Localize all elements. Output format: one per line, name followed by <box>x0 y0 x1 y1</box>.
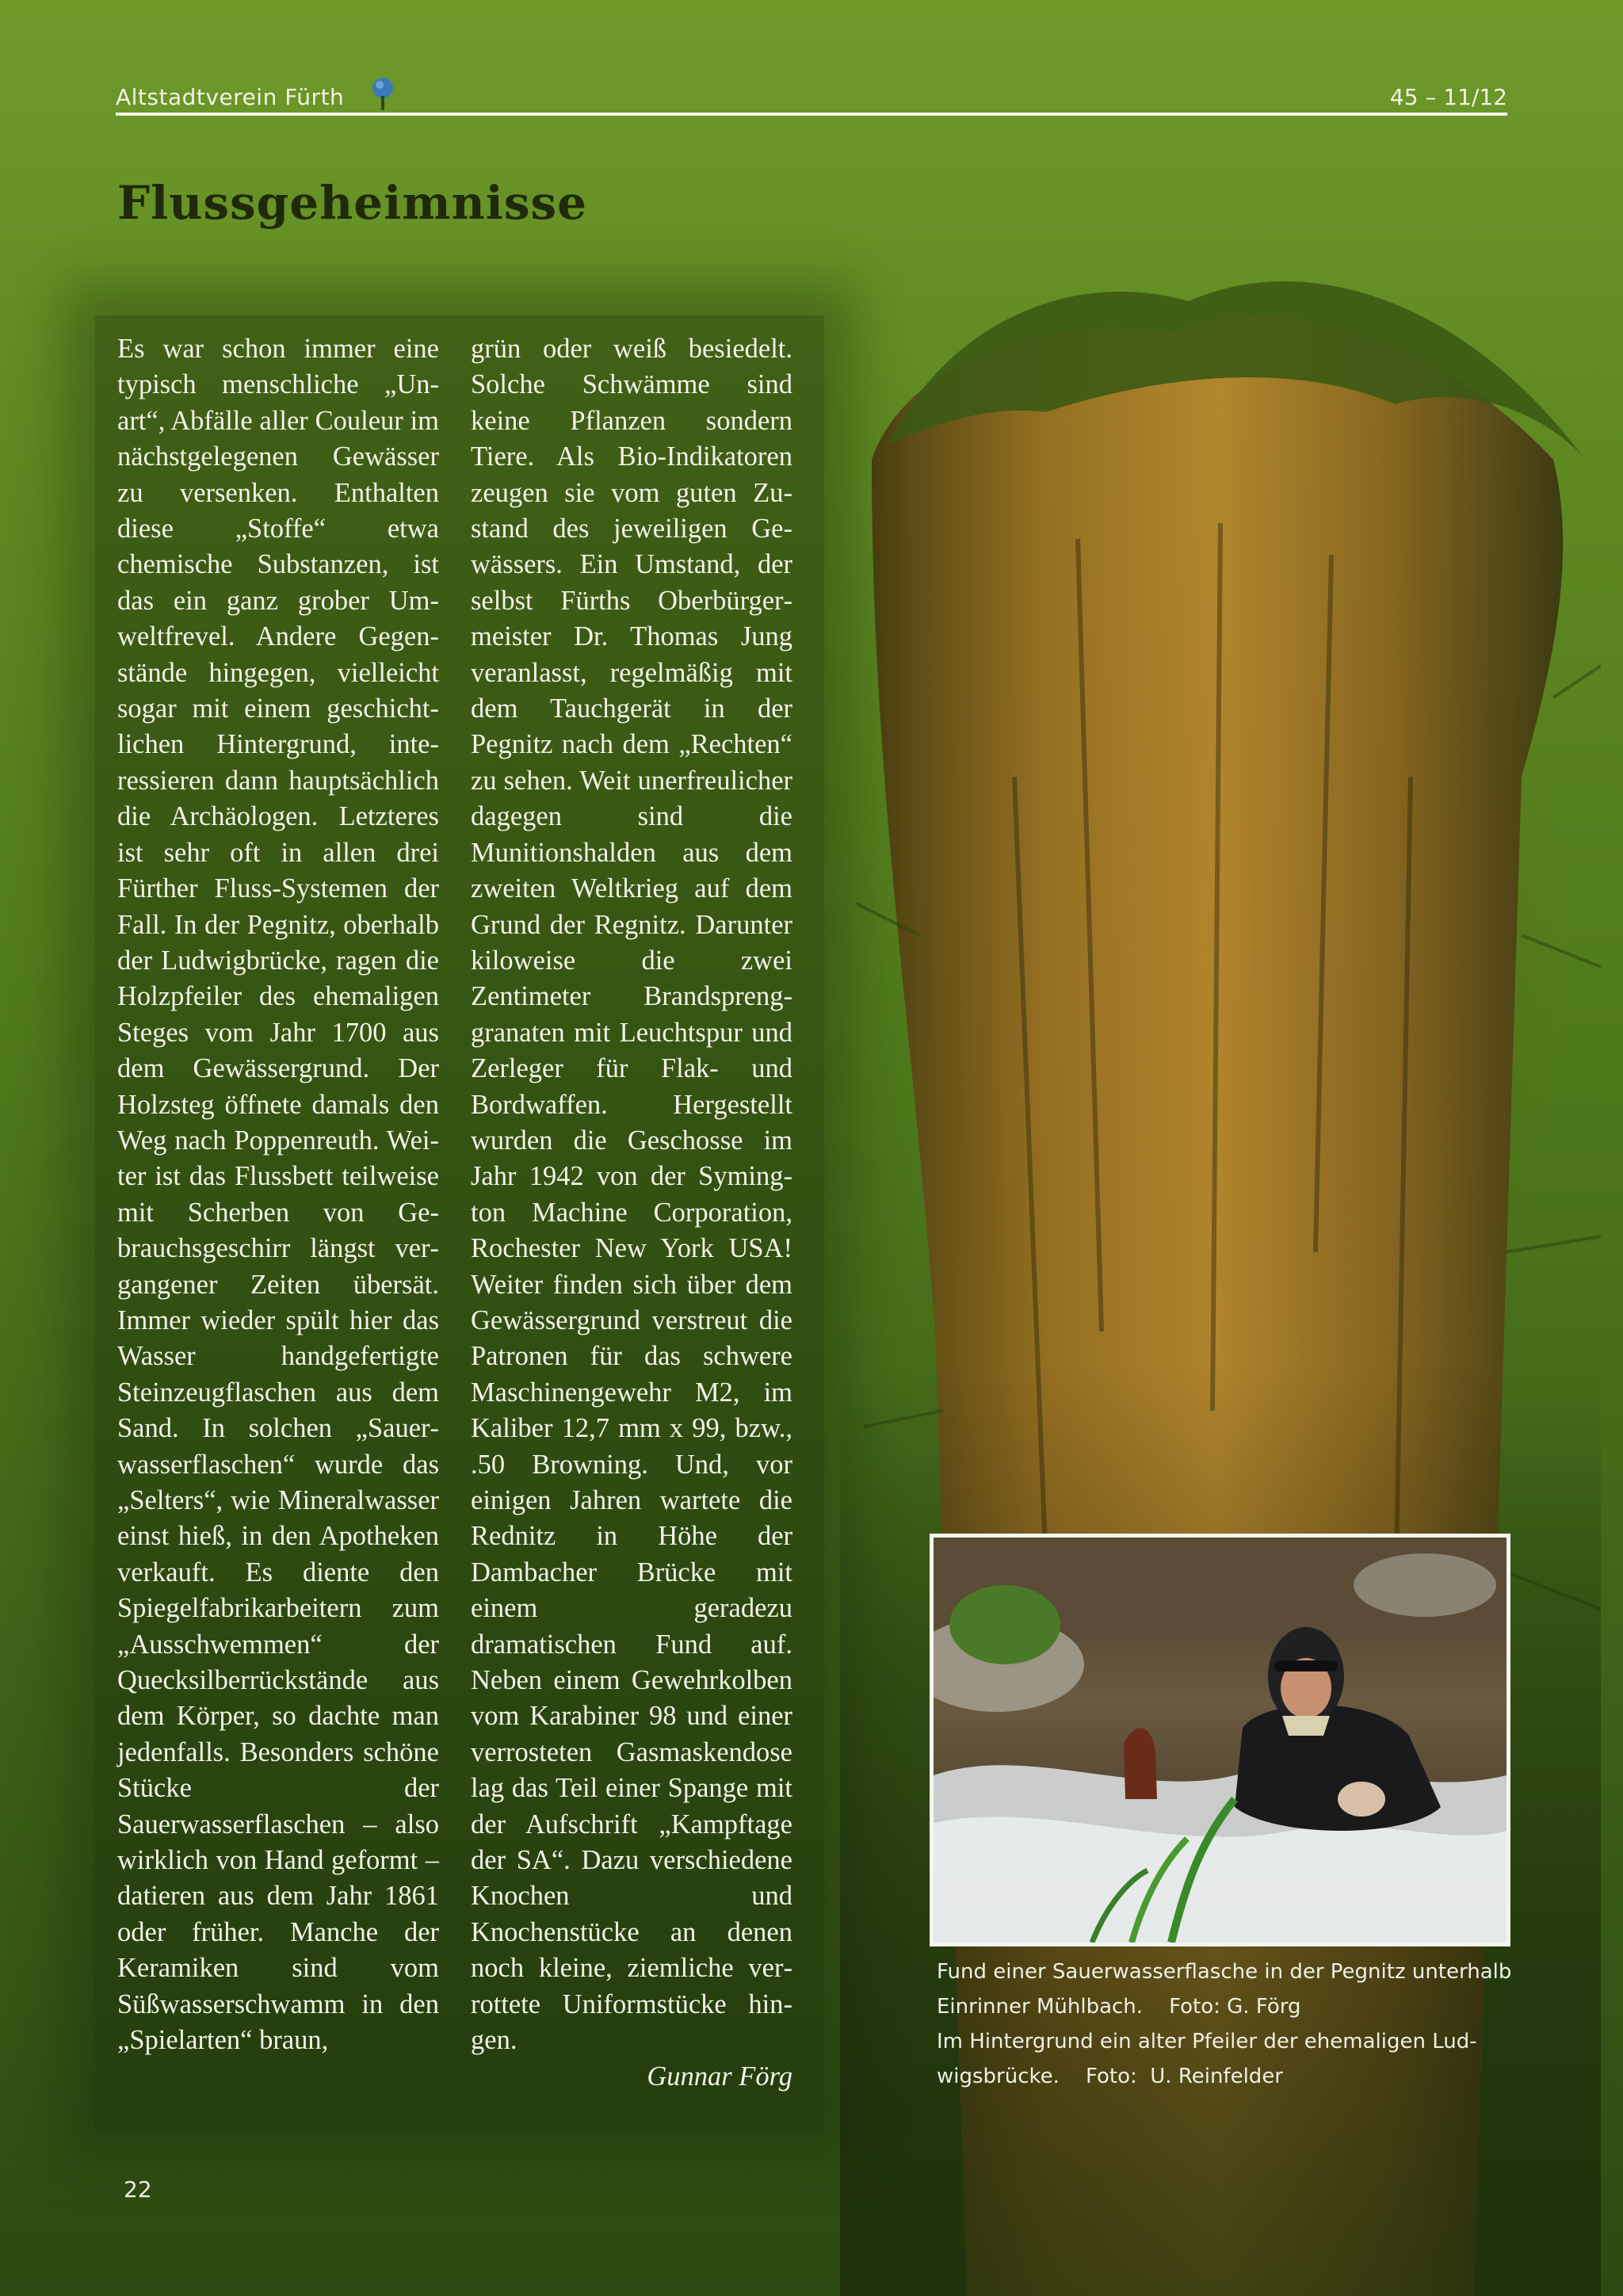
issue-number: 45 – 11/12 <box>1389 84 1507 110</box>
article-title: Flussgeheimnisse <box>117 176 588 230</box>
article-column-2 <box>471 331 792 2095</box>
caption-line: wigsbrücke. Foto: U. Reinfelder <box>937 2065 1283 2088</box>
diver-photo-frame <box>930 1534 1510 1946</box>
caption-line: Im Hintergrund ein alter Pfeiler der ehemaligen Lud- <box>937 2030 1477 2053</box>
page-number: 22 <box>124 2176 152 2202</box>
header-divider <box>116 113 1507 116</box>
photo-caption <box>937 1954 1523 2094</box>
caption-line: Einrinner Mühlbach. Foto: G. Förg <box>937 1995 1301 2019</box>
caption-line: Fund einer Sauerwasserflasche in der Pegnitz unterhalb <box>937 1960 1512 1984</box>
article-paragraph: grün oder weiß besiedelt. Solche Schwämme sind keine Pflanzen sondern Tiere. Als Bio-Indikatoren zeugen sie vom guten Zustand des jeweiligen Gewässers. Ein Umstand, der selbst Fürths Oberbürgermeister Dr. Thomas Jung veranlasst, regelmäßig mit dem Tauchgerät in der Pegnitz nach dem „Rechten“ zu sehen. Weit unerfreulicher dagegen sind die Munitionshalden aus dem zweiten Weltkrieg auf dem Grund der Regnitz. Darunter kiloweise die zwei Zentimeter Brandsprenggranaten mit Leuchtspur und Zerleger für Flak- und Bordwaffen. Hergestellt wurden die Geschosse im Jahr 1942 von der Symington Machine Corporation, Rochester New York USA! Weiter finden sich über dem Gewässergrund verstreut die Patronen für das schwere Maschinengewehr M2, im Kaliber 12,7 mm x 99, bzw., .50 Browning. Und, vor einigen Jahren wartete die Rednitz in Höhe der Dambacher Brücke mit einem geradezu dramatischen Fund auf. Neben einem Gewehrkolben vom Karabiner 98 und einer verrosteten Gasmaskendose lag das Teil einer Spange mit der Aufschrift „Kampftage der SA“. Dazu verschiedene Knochen und Knochenstücke an denen noch kleine, ziemliche verrottete Uniformstücke hingen. <box>471 334 792 2056</box>
article-author: Gunnar Förg <box>647 2061 792 2092</box>
article-column-1 <box>117 331 439 2059</box>
publisher-name: Altstadtverein Fürth <box>116 84 345 110</box>
diver-photo <box>934 1538 1507 1943</box>
article-paragraph: Es war schon immer eine typisch menschliche „Unart“, Abfälle aller Couleur im nächstgelegenen Gewässer zu versenken. Enthalten diese „Stoffe“ etwa chemische Substanzen, ist das ein ganz grober Umweltfrevel. Andere Gegenstände hingegen, vielleicht sogar mit einem geschichtlichen Hintergrund, interessieren dann hauptsächlich die Archäologen. Letzteres ist sehr oft in allen drei Fürther Fluss-Systemen der Fall. In der Pegnitz, oberhalb der Ludwigbrücke, ragen die Holzpfeiler des ehemaligen Steges vom Jahr 1700 aus dem Gewässergrund. Der Holzsteg öffnete damals den Weg nach Poppenreuth. Weiter ist das Flussbett teilweise mit Scherben von Gebrauchsgeschirr längst vergangener Zeiten übersät. Immer wieder spült hier das Wasser handgefertigte Steinzeugflaschen aus dem Sand. In solchen „Sauerwasserflaschen“ wurde das „Selters“, wie Mineralwasser einst hieß, in den Apotheken verkauft. Es diente den Spiegelfabrikarbeitern zum „Ausschwemmen“ der Quecksilberrückstände aus dem Körper, so dachte man jedenfalls. Besonders schöne Stücke der Sauerwasserflaschen – also wirklich von Hand geformt – datieren aus dem Jahr 1861 oder früher. Manche der Keramiken sind vom Süßwasserschwamm in den „Spielarten“ braun, <box>117 334 439 2056</box>
tree-logo-icon <box>369 75 396 112</box>
